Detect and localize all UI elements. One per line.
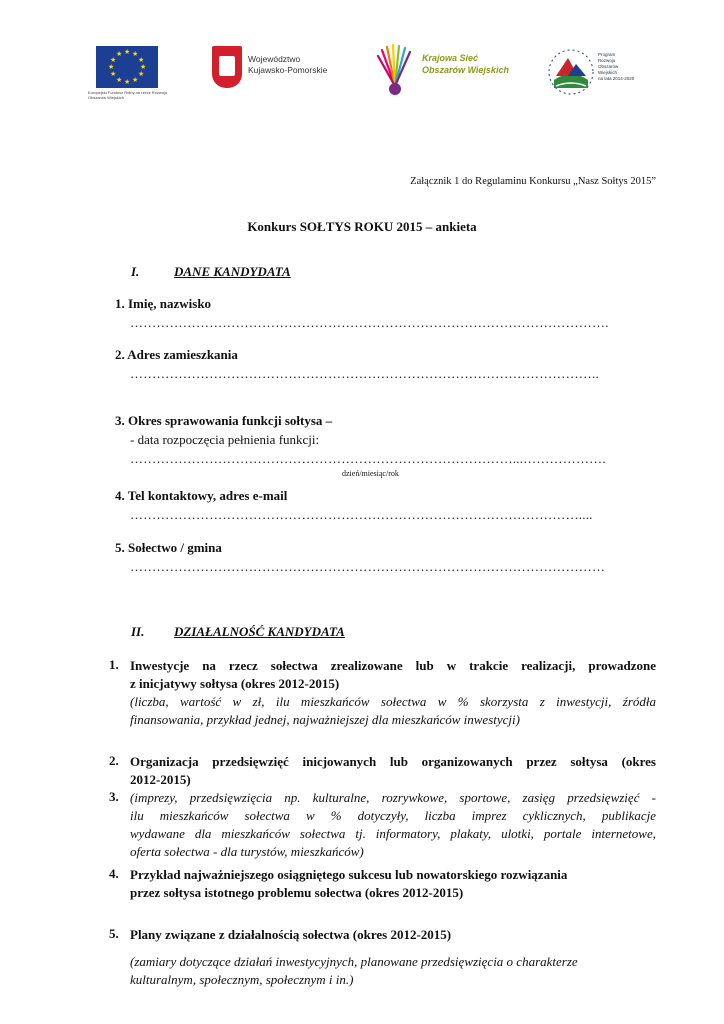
kujawsko-pomorskie-shield-icon [212, 46, 242, 88]
field-label-contact: 4. Tel kontaktowy, adres e-mail [115, 488, 288, 503]
item-number: 1. [109, 657, 119, 672]
star-icon: ★ [110, 56, 117, 64]
prow-line2: Rozwoju [598, 58, 616, 63]
field-input-address[interactable]: …………………………………………………………………………………………….. [130, 366, 599, 381]
ksow-flower-icon [372, 42, 418, 98]
prow-name [598, 52, 634, 82]
item-plans-hint-line2: kulturalnym, społecznym, społecznym i in.) [130, 972, 354, 987]
page-title: Konkurs SOŁTYS ROKU 2015 – ankieta [247, 219, 477, 234]
section-heading-dzialalnosc-kandydata [131, 624, 451, 642]
item-investments-hint-line1: (liczba, wartość w zł, ilu mieszkańców sołectwa w % skorzysta z inwestycji, źródła [130, 694, 656, 709]
item-success-line2: przez sołtysa istotnego problemu sołectwa (okres 2012-2015) [130, 885, 464, 900]
item-events-hint-line1: (imprezy, przedsięwzięcia np. kulturalne, rozrywkowe, sportowe, zasięg przedsięwzięć - [130, 790, 656, 805]
section-number: II. [131, 624, 145, 639]
field-input-contact[interactable]: ………………………………………………………………………………………….... [130, 507, 593, 522]
item-plans-line1: Plany związane z działalnością sołectwa (okres 2012-2015) [130, 927, 452, 942]
star-icon: ★ [140, 63, 147, 71]
item-events-line1: Organizacja przedsięwzięć inicjowanych lub organizowanych przez sołtysa (okres [130, 754, 656, 769]
star-icon: ★ [108, 63, 115, 71]
star-icon: ★ [124, 78, 131, 86]
field-sublabel-start-date: - data rozpoczęcia pełnienia funkcji: [130, 432, 320, 447]
item-success-line1: Przykład najważniejszego osiągniętego sukcesu lub nowatorskiego rozwiązania [130, 867, 568, 882]
star-icon: ★ [132, 76, 139, 84]
field-input-solectwo[interactable]: ……………………………………………………………………………………………… [130, 559, 606, 574]
date-format-hint: dzień/miesiąc/rok [342, 469, 399, 478]
kp-name-line1: Województwo [248, 54, 301, 64]
item-investments-line1: Inwestycje na rzecz sołectwa zrealizowane lub w trakcie realizacji, prowadzone [130, 658, 656, 673]
item-events-line2: 2012-2015) [130, 772, 191, 787]
prow-line5: na lata 2014-2020 [598, 76, 635, 81]
star-icon: ★ [124, 48, 131, 56]
section-label: DANE KANDYDATA [174, 264, 291, 279]
item-events-hint-line2: ilu mieszkańców sołectwa w % dotyczyły, liczba imprez cyklicznych, publikacje [130, 808, 656, 823]
ksow-line1: Krajowa Sieć [422, 53, 479, 63]
section-label: DZIAŁALNOŚĆ KANDYDATA [174, 624, 345, 639]
star-icon: ★ [116, 76, 123, 84]
field-label-name: 1. Imię, nazwisko [115, 296, 212, 311]
annex-note: Załącznik 1 do Regulaminu Konkursu „Nasz Sołtys 2015” [410, 176, 656, 187]
item-number: 3. [109, 789, 119, 804]
star-icon: ★ [138, 70, 145, 78]
kujawsko-pomorskie-name [248, 54, 327, 76]
field-label-address: 2. Adres zamieszkania [115, 347, 238, 362]
item-number: 5. [109, 926, 119, 941]
kp-name-line2: Kujawsko-Pomorskie [248, 65, 328, 75]
item-events-hint-line4: oferta sołectwa - dla turystów, mieszkańców) [130, 844, 364, 859]
ksow-name [422, 52, 509, 76]
field-input-start-date[interactable]: ……………………………………………………………………………...………………. [130, 451, 606, 466]
ksow-line2: Obszarów Wiejskich [422, 65, 509, 75]
item-investments-hint-line2: finansowania, przykład jednej, najważniejszej dla mieszkańców inwestycji) [130, 712, 520, 727]
prow-line3: Obszarów [598, 64, 619, 69]
star-icon: ★ [132, 50, 139, 58]
prow-line4: Wiejskich [598, 70, 618, 75]
star-icon: ★ [110, 70, 117, 78]
eu-caption: Europejski Fundusz Rolny na rzecz Rozwoju Obszarów Wiejskich [88, 90, 168, 100]
logo-strip [0, 38, 724, 108]
shield-inner [219, 56, 235, 76]
field-label-solectwo: 5. Sołectwo / gmina [115, 540, 222, 555]
item-events-hint-line3: wydawane dla mieszkańców sołectwa tj. informatory, plakaty, ulotki, portale internetowe, [130, 826, 656, 841]
prow-logo-icon [546, 42, 596, 100]
item-plans-hint-line1: (zamiary dotyczące działań inwestycyjnych, planowane przedsięwzięcia o charakterze [130, 954, 578, 969]
section-heading-dane-kandydata [131, 264, 431, 282]
star-icon: ★ [116, 50, 123, 58]
section-number: I. [131, 264, 140, 279]
star-icon: ★ [138, 56, 145, 64]
field-input-name[interactable]: ………………………………………………………………………………………………. [130, 315, 609, 330]
prow-line1: Program [598, 52, 616, 57]
field-label-term: 3. Okres sprawowania funkcji sołtysa – [115, 413, 333, 428]
eu-flag-logo [96, 46, 158, 88]
item-number: 4. [109, 866, 119, 881]
item-investments-line2: z inicjatywy sołtysa (okres 2012-2015) [130, 676, 340, 691]
item-number: 2. [109, 753, 119, 768]
